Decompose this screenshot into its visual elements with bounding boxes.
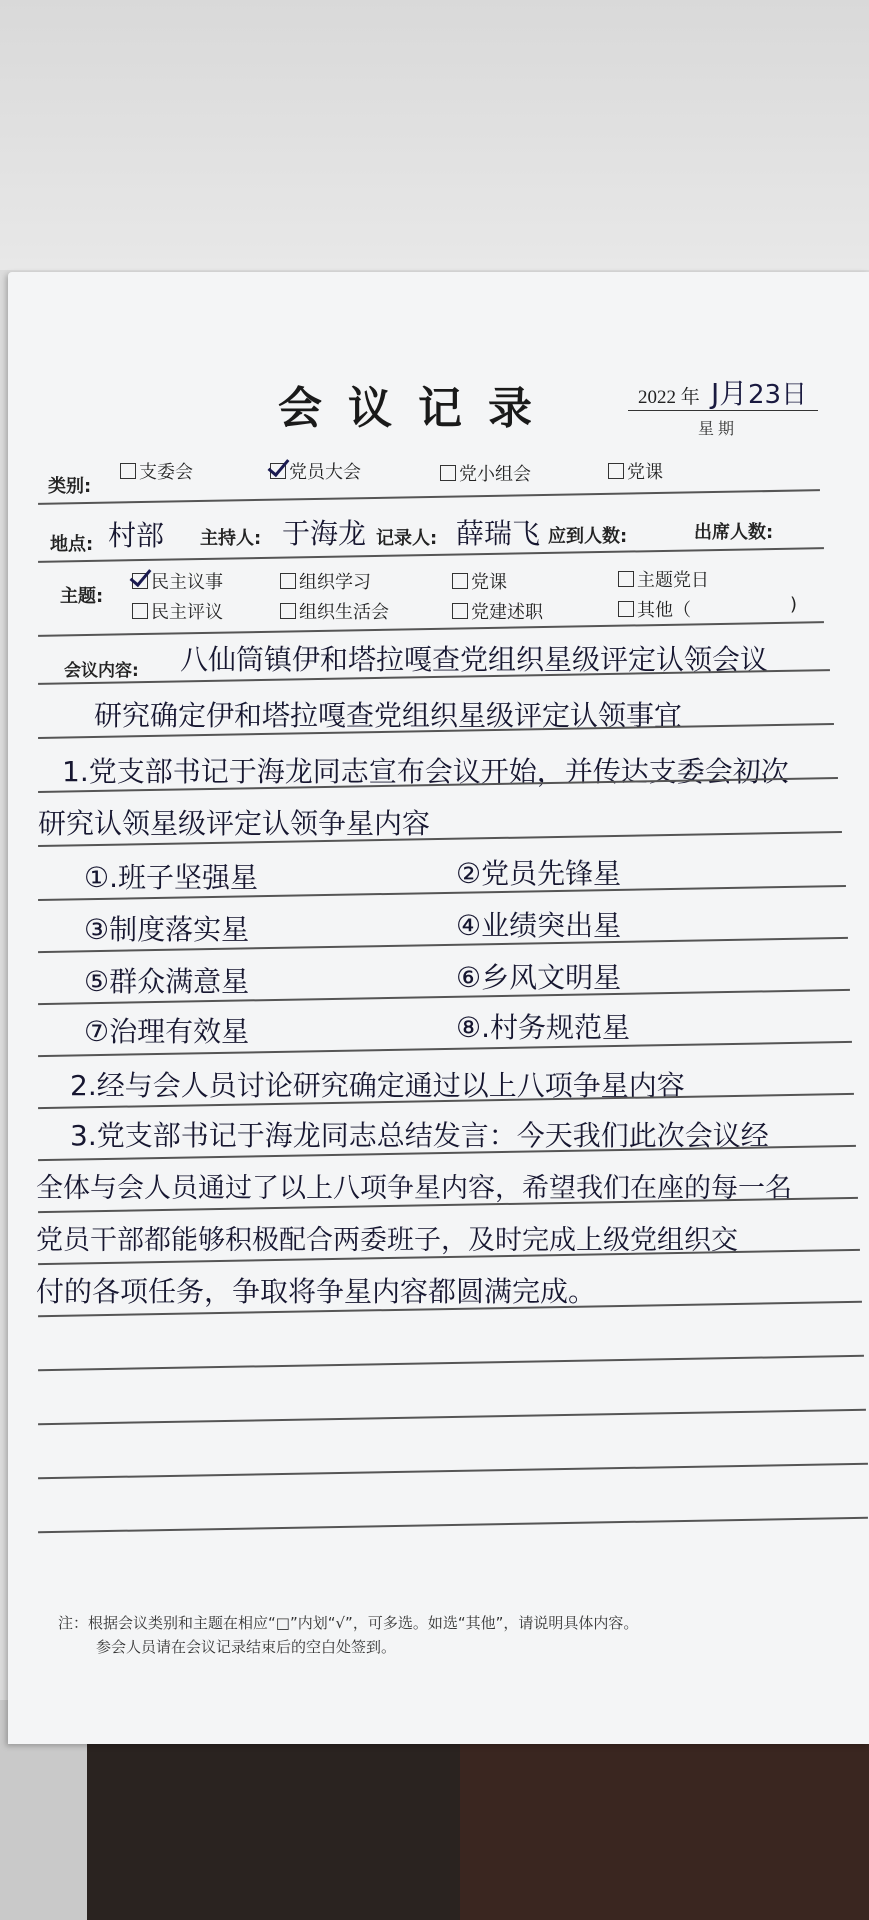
content-line: 付的各项任务，争取将争星内容都圆满完成。: [36, 1275, 597, 1308]
content-label: 会议内容:: [64, 661, 139, 681]
checked-checkbox: [270, 463, 286, 479]
star-item: ⑧.村务规范星: [456, 1011, 631, 1044]
date-month: J月: [711, 377, 748, 410]
topic-option-other: 其他（: [618, 596, 691, 622]
content-line: 党员干部都能够积极配合两委班子，及时完成上级党组织交: [36, 1225, 738, 1256]
content-line: 3.党支部书记于海龙同志总结发言：今天我们此次会议经: [70, 1119, 769, 1152]
checkbox: [120, 463, 136, 479]
topic-option-organizational-life: 组织生活会: [280, 598, 389, 624]
page-title: 会议记录: [278, 383, 558, 434]
date-year: 2022 年: [638, 387, 700, 408]
star-item: ⑦治理有效星: [84, 1015, 250, 1048]
category-option-party-lecture: 党课: [608, 458, 663, 484]
category-option-party-group: 党小组会: [440, 460, 531, 486]
date-underline: [628, 410, 818, 411]
star-item: ①.班子坚强星: [84, 861, 259, 894]
recorder-label: 记录人:: [376, 528, 438, 549]
star-item: ④业绩突出星: [456, 909, 622, 942]
star-item: ⑥乡风文明星: [456, 961, 622, 994]
topic-option-democratic-deliberation: 民主议事: [132, 568, 223, 594]
category-option-party-congress: 党员大会: [270, 458, 361, 484]
checkbox: [440, 465, 456, 481]
weekday-label: 星期: [698, 419, 739, 438]
star-item: ③制度落实星: [84, 913, 250, 946]
rule-line: [38, 1355, 864, 1371]
content-line: 1.党支部书记于海龙同志宣布会议开始，并传达支委会初次: [62, 755, 789, 788]
topic-option-democratic-review: 民主评议: [132, 598, 223, 624]
rule-line: [38, 1409, 866, 1425]
meeting-record-sheet: [8, 272, 869, 1744]
footer-note: 参会人员请在会议记录结束后的空白处签到。: [96, 1638, 397, 1656]
expected-attendance-label: 应到人数:: [548, 526, 628, 547]
host-value: 于海龙: [282, 517, 367, 550]
checkbox: [280, 573, 296, 589]
rule-line: [38, 1463, 868, 1479]
topic-option-party-lecture: 党课: [452, 568, 507, 594]
topic-other-close-paren: ): [790, 594, 798, 615]
rule-line: [38, 489, 820, 504]
checkbox: [618, 571, 634, 587]
background-wall: [0, 0, 869, 270]
content-line: 2.经与会人员讨论研究确定通过以上八项争星内容: [70, 1069, 685, 1102]
meeting-heading: 八仙筒镇伊和塔拉嘎查党组织星级评定认领会议: [180, 643, 769, 676]
attended-count-label: 出席人数:: [694, 522, 774, 543]
content-line: 研究认领星级评定认领争星内容: [38, 807, 431, 840]
location-value: 村部: [108, 519, 165, 552]
checked-checkbox: [132, 573, 148, 589]
recorder-value: 薛瑞飞: [456, 517, 541, 550]
category-option-branch-committee: 支委会: [120, 458, 193, 484]
date-day: 23日: [748, 380, 808, 410]
footer-note: 注：根据会议类别和主题在相应“□”内划“√”，可多选。如选“其他”，请说明具体内容。: [58, 1614, 639, 1632]
location-label: 地点:: [50, 534, 94, 555]
host-label: 主持人:: [200, 528, 262, 549]
topic-option-theme-day: 主题党日: [618, 566, 709, 592]
star-item: ②党员先锋星: [456, 857, 622, 890]
category-label: 类别:: [48, 476, 92, 497]
topic-option-party-report: 党建述职: [452, 598, 543, 624]
rule-line: [38, 1517, 868, 1533]
content-line: 研究确定伊和塔拉嘎查党组织星级评定认领事宜: [94, 699, 683, 732]
star-item: ⑤群众满意星: [84, 965, 250, 998]
topic-option-study: 组织学习: [280, 568, 371, 594]
checkbox: [452, 573, 468, 589]
checkbox: [132, 603, 148, 619]
topic-label: 主题:: [60, 586, 104, 607]
checkbox: [280, 603, 296, 619]
checkbox: [618, 601, 634, 617]
checkbox: [452, 603, 468, 619]
date-field: [628, 372, 808, 438]
content-line: 全体与会人员通过了以上八项争星内容，希望我们在座的每一名: [36, 1173, 792, 1204]
checkbox: [608, 463, 624, 479]
